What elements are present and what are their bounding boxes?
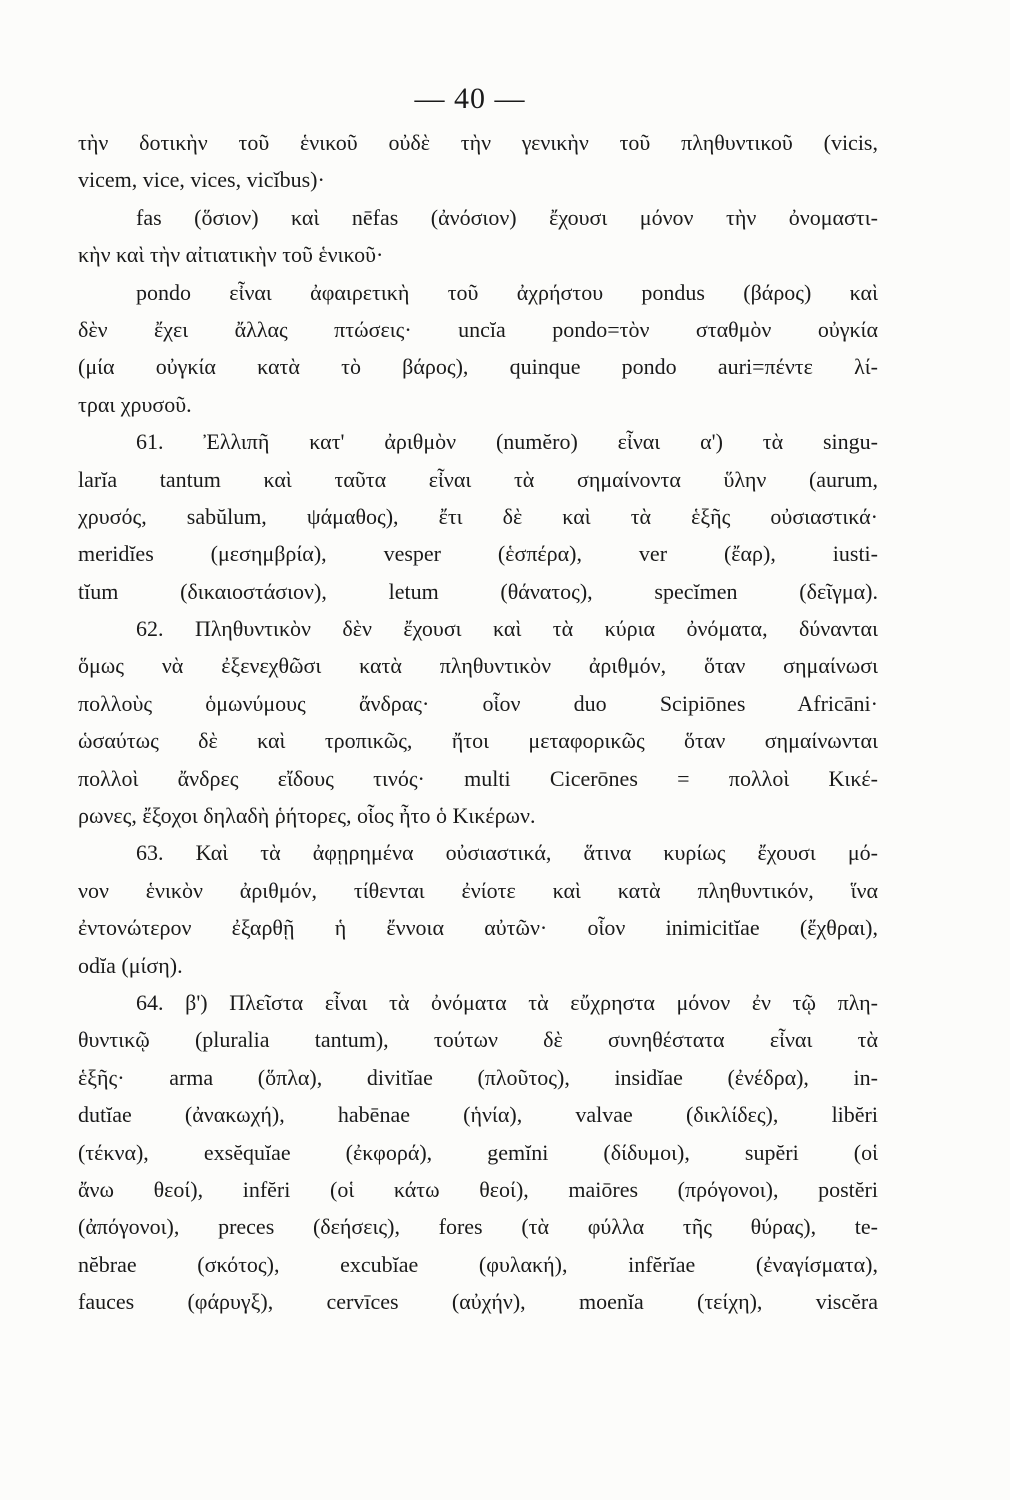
body-text [78,124,878,1321]
text-line: πολλοὺς ὁμωνύμους ἄνδρας· οἷον duo Scipiōnes Africāni· [78,690,878,716]
text-line: ὡσαύτως δὲ καὶ τροπικῶς, ἤτοι μεταφορικῶς ὅταν σημαίνωνται [78,728,878,754]
text-line: ἑξῆς· arma (ὅπλα), divitĭae (πλοῦτος), insidĭae (ἐνέδρα), in- [78,1064,878,1090]
text-line: νον ἑνικὸν ἀριθμόν, τίθενται ἐνίοτε καὶ κατὰ πληθυντικόν, ἵνα [78,877,878,903]
text-line: (μία οὐγκία κατὰ τὸ βάρος), quinque pondo auri=πέντε λί- [78,354,878,380]
page-number: — 40 — [414,82,526,115]
text-line: fauces (φάρυγξ), cervīces (αὐχήν), moenĭa (τείχη), viscĕra [78,1289,878,1315]
text-line: 62. Πληθυντικὸν δὲν ἔχουσι καὶ τὰ κύρια ὀνόματα, δύνανται [136,616,878,642]
text-line: ἄνω θεοί), infĕri (οἱ κάτω θεοί), maiōres (πρόγονοι), postĕri [78,1176,878,1202]
text-line: dutĭae (ἀνακωχή), habēnae (ἡνία), valvae (δικλίδες), libĕri [78,1102,878,1128]
text-line: tĭum (δικαιοστάσιον), letum (θάνατος), specĭmen (δεῖγμα). [78,578,878,604]
text-line: ὅμως νὰ ἐξενεχθῶσι κατὰ πληθυντικὸν ἀριθμόν, ὅταν σημαίνωσι [78,653,878,679]
text-line: τὴν δοτικὴν τοῦ ἑνικοῦ οὐδὲ τὴν γενικὴν τοῦ πληθυντικοῦ (vicis, [78,130,878,155]
text-line: (τέκνα), exsĕquĭae (ἐκφορά), gemĭni (δίδυμοι), supĕri (οἱ [78,1139,878,1165]
text-line: vicem, vice, vices, vicĭbus)· [78,167,325,193]
text-line: πολλοὶ ἄνδρες εἴδους τινός· multi Cicerōnes = πολλοὶ Κικέ- [78,765,878,791]
text-line: κὴν καὶ τὴν αἰτιατικὴν τοῦ ἑνικοῦ· [78,242,384,268]
text-line: θυντικῷ (pluralia tantum), τούτων δὲ συνηθέστατα εἶναι τὰ [78,1027,878,1053]
text-line: δὲν ἔχει ἄλλας πτώσεις· uncĭa pondo=τὸν σταθμὸν οὐγκία [78,316,878,342]
text-line: ρωνες, ἔξοχοι δηλαδὴ ῥήτορες, οἷος ἦτο ὁ Κικέρων. [78,803,536,829]
text-line: meridĭes (μεσημβρία), vesper (ἑσπέρα), ver (ἔαρ), iusti- [78,541,878,567]
text-line: (ἀπόγονοι), preces (δεήσεις), fores (τὰ φύλλα τῆς θύρας), te- [78,1214,878,1240]
text-line: ἐντονώτερον ἐξαρθῇ ἡ ἔννοια αὐτῶν· οἷον inimicitĭae (ἔχθραι), [78,915,878,941]
text-line: 63. Καὶ τὰ ἀφῃρημένα οὐσιαστικά, ἅτινα κυρίως ἔχουσι μό- [136,840,878,866]
text-line: nĕbrae (σκότος), excubĭae (φυλακή), infĕrĭae (ἐναγίσματα), [78,1251,878,1277]
text-line: χρυσός, sabŭlum, ψάμαθος), ἔτι δὲ καὶ τὰ ἑξῆς οὐσιαστικά· [78,503,878,529]
text-line: 61. Ἐλλιπῆ κατ' ἀριθμὸν (numĕro) εἶναι α') τὰ singu- [136,429,878,455]
text-line: odĭa (μίση). [78,952,183,978]
text-line: τραι χρυσοῦ. [78,391,192,417]
text-line: pondo εἶναι ἀφαιρετικὴ τοῦ ἀχρήστου pondus (βάρος) καὶ [136,279,878,305]
text-line: fas (ὅσιον) καὶ nēfas (ἀνόσιον) ἔχουσι μόνον τὴν ὀνομαστι- [136,204,878,230]
text-line: 64. β') Πλεῖστα εἶναι τὰ ὀνόματα τὰ εὔχρηστα μόνον ἐν τῷ πλη- [136,989,878,1015]
text-line: larĭa tantum καὶ ταῦτα εἶναι τὰ σημαίνοντα ὕλην (aurum, [78,466,878,492]
